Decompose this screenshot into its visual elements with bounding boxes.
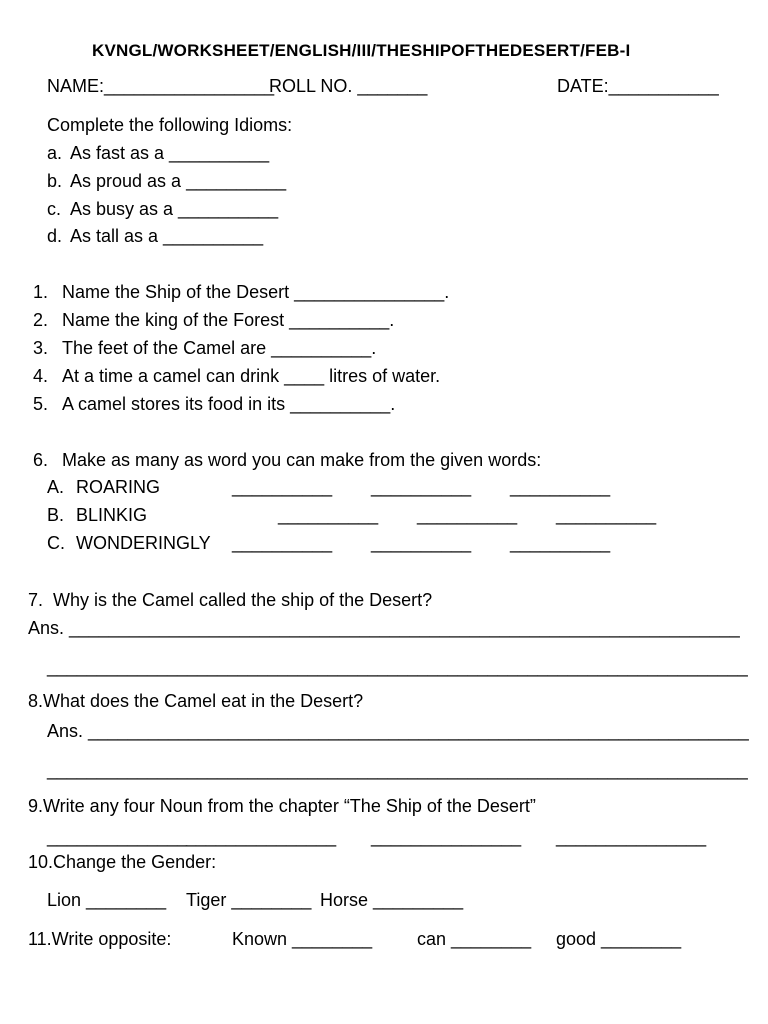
opposite-known: Known ________ bbox=[232, 929, 373, 949]
question-number: 5. bbox=[33, 394, 49, 414]
answer-line: Ans. ___________________________________________________________________ bbox=[28, 618, 740, 638]
idiom-item bbox=[47, 170, 286, 192]
word-text: BLINKIG bbox=[76, 505, 148, 525]
opposite-good: good ________ bbox=[556, 929, 682, 949]
noun-blank: ______________ bbox=[47, 827, 188, 847]
word-blank: __________ bbox=[371, 533, 472, 553]
question-item bbox=[33, 309, 394, 331]
question-item bbox=[33, 281, 449, 303]
question-number: 2. bbox=[33, 310, 49, 330]
question-text: A camel stores its food in its __________. bbox=[62, 394, 396, 414]
idiom-letter: b. bbox=[47, 171, 63, 191]
question-7: 7. Why is the Camel called the ship of the Desert? bbox=[28, 590, 433, 610]
word-letter: B. bbox=[47, 505, 65, 525]
question-text: The feet of the Camel are __________. bbox=[62, 338, 377, 358]
name-field: NAME:_________________ bbox=[47, 76, 275, 96]
question-text: Make as many as word you can make from the given words: bbox=[62, 450, 542, 470]
noun-blank: _______________ bbox=[186, 827, 337, 847]
question-item bbox=[33, 337, 376, 359]
word-letter: A. bbox=[47, 477, 65, 497]
answer-line: ______________________________________________________________________ bbox=[47, 760, 748, 780]
word-text: WONDERINGLY bbox=[76, 533, 211, 553]
idiom-text: As tall as a __________ bbox=[70, 226, 264, 246]
question-text: At a time a camel can drink ____ litres of water. bbox=[62, 366, 441, 386]
question-9: 9.Write any four Noun from the chapter “The Ship of the Desert” bbox=[28, 796, 536, 816]
question-text: Name the king of the Forest __________. bbox=[62, 310, 395, 330]
question-item bbox=[33, 365, 440, 387]
worksheet-header: KVNGL/WORKSHEET/ENGLISH/III/THESHIPOFTHEDESERT/FEB-I bbox=[92, 41, 631, 60]
noun-blank: _______________ bbox=[371, 827, 522, 847]
word-blank: __________ bbox=[232, 477, 333, 497]
question-6 bbox=[33, 449, 541, 471]
idiom-letter: a. bbox=[47, 143, 63, 163]
answer-line: ______________________________________________________________________ bbox=[47, 657, 748, 677]
idiom-text: As busy as a __________ bbox=[70, 199, 279, 219]
idiom-item bbox=[47, 198, 278, 220]
gender-tiger: Tiger ________ bbox=[186, 890, 312, 910]
question-11: 11.Write opposite: bbox=[28, 929, 172, 949]
word-text: ROARING bbox=[76, 477, 161, 497]
question-10: 10.Change the Gender: bbox=[28, 852, 217, 872]
word-item bbox=[47, 504, 147, 526]
question-number: 6. bbox=[33, 450, 49, 470]
gender-horse: Horse _________ bbox=[320, 890, 464, 910]
idiom-item bbox=[47, 225, 263, 247]
word-blank: __________ bbox=[510, 533, 611, 553]
word-blank: __________ bbox=[232, 533, 333, 553]
question-number: 4. bbox=[33, 366, 49, 386]
idiom-text: As fast as a __________ bbox=[70, 143, 270, 163]
date-field: DATE:___________ bbox=[557, 76, 719, 96]
word-blank: __________ bbox=[371, 477, 472, 497]
opposite-can: can ________ bbox=[417, 929, 532, 949]
word-blank: __________ bbox=[278, 505, 379, 525]
answer-line: Ans. __________________________________________________________________ bbox=[47, 721, 749, 741]
idiom-text: As proud as a __________ bbox=[70, 171, 287, 191]
idiom-letter: c. bbox=[47, 199, 62, 219]
word-letter: C. bbox=[47, 533, 65, 553]
noun-blank: _______________ bbox=[556, 827, 707, 847]
idioms-title: Complete the following Idioms: bbox=[47, 115, 293, 135]
gender-lion: Lion ________ bbox=[47, 890, 167, 910]
idiom-item bbox=[47, 142, 269, 164]
question-number: 1. bbox=[33, 282, 49, 302]
word-item bbox=[47, 476, 160, 498]
roll-field: ROLL NO. _______ bbox=[269, 76, 428, 96]
word-blank: __________ bbox=[510, 477, 611, 497]
question-8: 8.What does the Camel eat in the Desert? bbox=[28, 691, 364, 711]
idiom-letter: d. bbox=[47, 226, 63, 246]
word-blank: __________ bbox=[556, 505, 657, 525]
question-number: 3. bbox=[33, 338, 49, 358]
word-item bbox=[47, 532, 211, 554]
word-blank: __________ bbox=[417, 505, 518, 525]
question-text: Name the Ship of the Desert _______________. bbox=[62, 282, 450, 302]
question-item bbox=[33, 393, 395, 415]
